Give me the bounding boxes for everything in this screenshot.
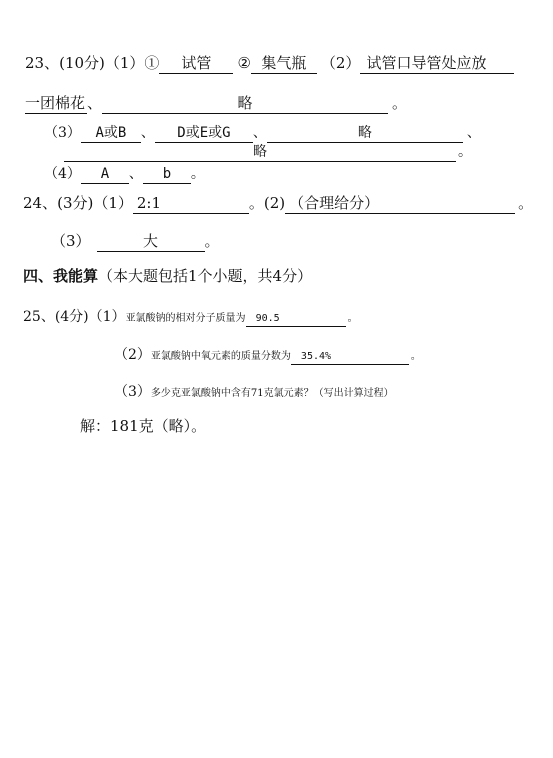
q23-sep-2: 、 [140, 125, 155, 141]
q25-line-3 [114, 381, 394, 401]
q23-answer-omitted-3: 略 [64, 145, 456, 162]
q25-prefix: 25、(4分)（1） [23, 309, 126, 325]
q23-answer-omitted-1: 略 [102, 96, 388, 114]
q23-end-2: 。 [458, 144, 472, 160]
section-4-note: （本大题包括1个小题，共4分） [98, 267, 313, 285]
q23-part3-label: （3） [44, 125, 81, 141]
q23-sep-1: 、 [87, 94, 103, 112]
q23-answer-test-tube: 试管 [159, 56, 233, 74]
q24-mid: 。(2) [248, 194, 286, 212]
q24-line-2 [51, 230, 220, 252]
section-4-title: 四、我能算 [23, 267, 99, 285]
q25-question-2: 亚氯酸钠中氧元素的质量分数为 [150, 351, 291, 362]
q23-line-1 [25, 52, 514, 74]
q24-answer-reasonable: （合理给分） [285, 196, 515, 214]
q23-answer-part2b: 一团棉花 [25, 94, 86, 112]
q25-answer-2: 35.4% [291, 352, 409, 365]
q23-answer-d-e-g: D或E或G [155, 126, 253, 143]
q23-answer-b: b [143, 167, 191, 184]
q25-end-1: 。 [347, 313, 358, 324]
q23-line-2 [25, 92, 407, 114]
q23-mark-2: ② [237, 54, 251, 72]
q23-answer-a-or-b: A或B [81, 126, 141, 143]
q23-answer-part2a: 试管口导管处应放 [360, 56, 514, 74]
q23-sep-5: 、 [128, 166, 143, 182]
q25-end-2: 。 [410, 351, 421, 362]
section-4-heading [23, 265, 312, 286]
q23-end-1: 。 [392, 94, 408, 112]
q23-answer-a: A [81, 167, 129, 184]
q24-answer-large: 大 [97, 234, 205, 252]
q25-answer-1: 90.5 [246, 314, 346, 327]
q23-prefix: 23、(10分)（1） [25, 54, 145, 72]
q25-part2-label: （2） [114, 347, 151, 363]
q23-sep-3: 、 [252, 125, 267, 141]
q24-answer-ratio: 2:1 [133, 196, 249, 214]
q25-question-3: 多少克亚氯酸钠中含有71克氯元素？（写出计算过程） [150, 388, 394, 399]
q23-line-5 [44, 163, 205, 184]
q24-end-1: 。 [518, 194, 534, 212]
q24-end-2: 。 [204, 232, 220, 250]
q23-mark-1: ① [144, 54, 160, 72]
q23-part2-label: （2） [320, 54, 361, 72]
q25-question-1: 亚氯酸钠的相对分子质量为 [125, 313, 246, 324]
q25-solution: 解：181克（略）。 [80, 417, 207, 435]
q25-line-2 [114, 344, 421, 365]
q23-answer-omitted-2: 略 [267, 126, 463, 143]
q24-line-1 [23, 192, 533, 214]
q24-part3-label: （3） [51, 232, 91, 250]
q25-line-1 [23, 306, 358, 327]
q25-part3-label: （3） [114, 384, 151, 400]
q23-line-4 [64, 141, 472, 162]
q23-end-3: 。 [190, 166, 205, 182]
q23-sep-4: 、 [466, 125, 481, 141]
q23-line-3 [44, 122, 481, 143]
q24-prefix: 24、(3分)（1） [23, 194, 133, 212]
q23-part4-label: （4） [44, 166, 81, 182]
q23-answer-gas-bottle: 集气瓶 [251, 56, 317, 74]
